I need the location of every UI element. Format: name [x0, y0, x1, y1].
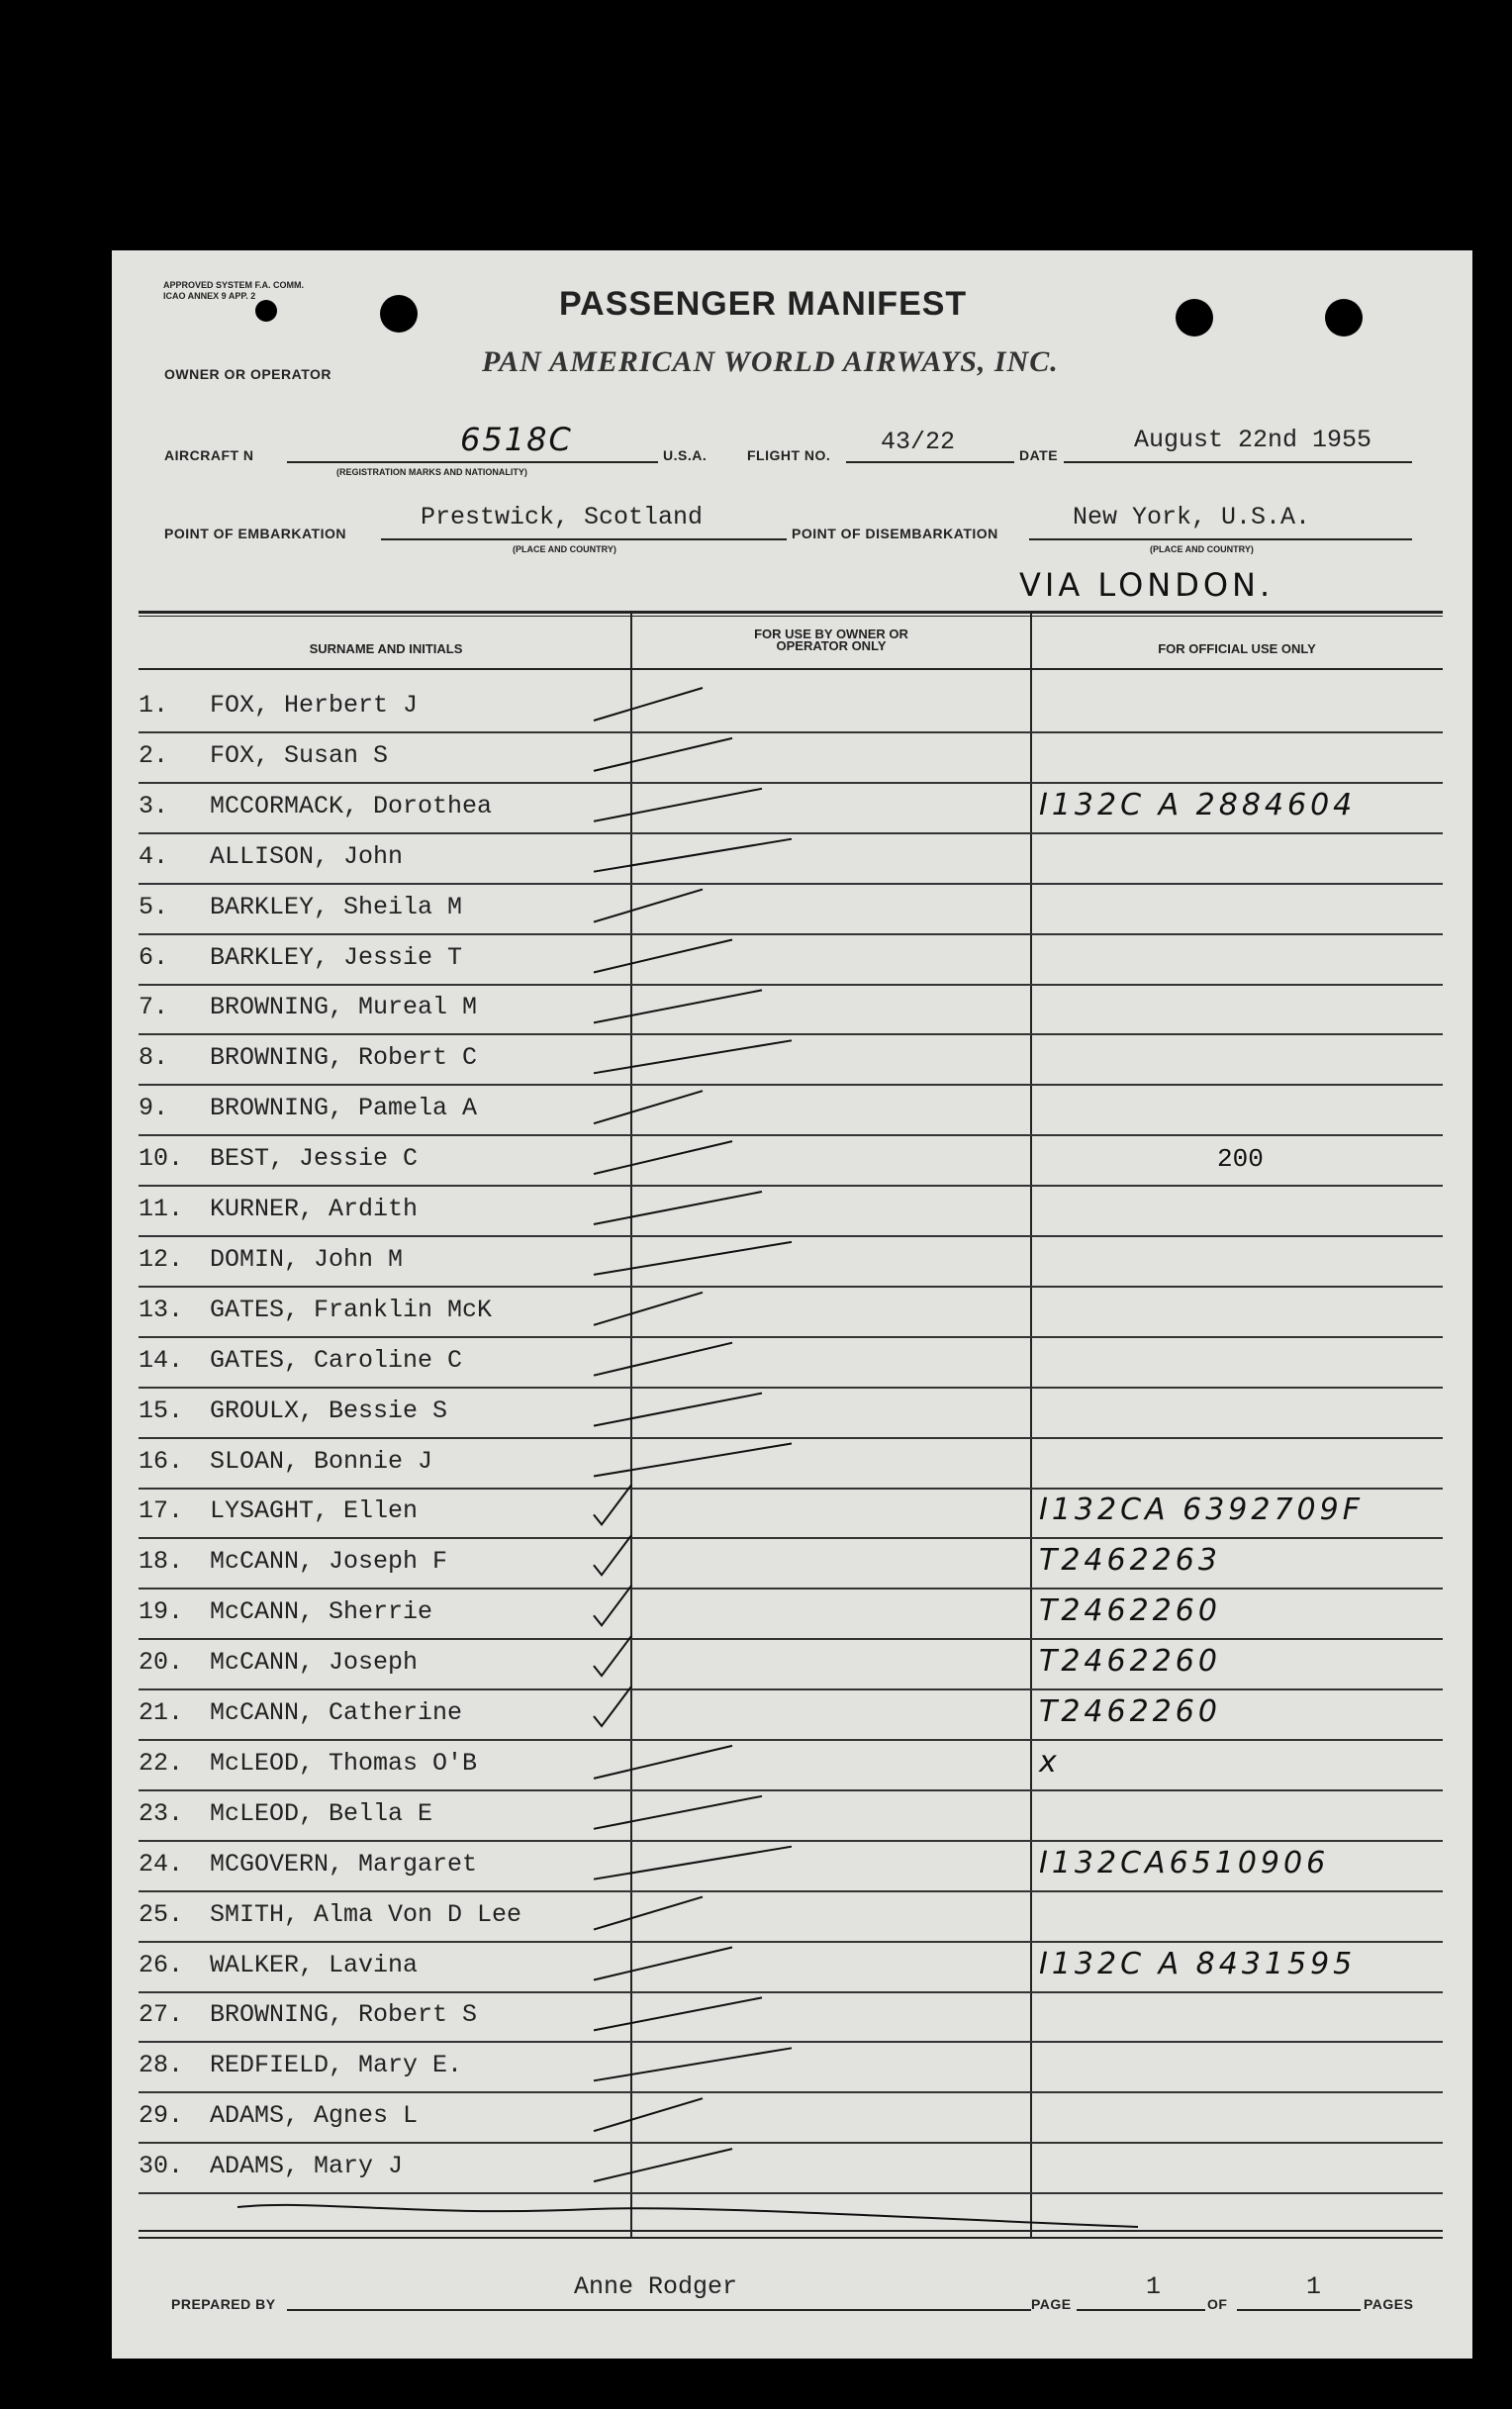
official-entry: T2462260: [1039, 1644, 1221, 1680]
passenger-name: BEST, Jessie C: [210, 1144, 419, 1174]
official-entry: I132C A 8431595: [1039, 1946, 1357, 1981]
row-number: 1.: [139, 691, 169, 720]
table-row: [139, 2144, 1445, 2194]
official-entry: I132CA 6392709F: [1039, 1493, 1364, 1528]
passenger-name: LYSAGHT, Ellen: [210, 1496, 419, 1526]
passenger-name: DOMIN, John M: [210, 1244, 404, 1274]
passenger-name: SLOAN, Bonnie J: [210, 1446, 433, 1476]
pages-label: PAGES: [1364, 2296, 1414, 2312]
header-bottom-rule: [139, 668, 1443, 670]
row-number: 3.: [139, 791, 169, 820]
row-number: 13.: [139, 1295, 184, 1324]
row-number: 12.: [139, 1244, 184, 1274]
disembark-caption: (PLACE AND COUNTRY): [1150, 544, 1254, 554]
row-number: 8.: [139, 1043, 169, 1073]
passenger-name: ALLISON, John: [210, 841, 404, 871]
row-number: 14.: [139, 1345, 184, 1375]
table-row: [139, 1187, 1445, 1237]
row-number: 6.: [139, 942, 169, 972]
aircraft-value: 6518C: [460, 421, 573, 458]
passenger-name: ADAMS, Agnes L: [210, 2101, 419, 2131]
row-number: 29.: [139, 2101, 184, 2131]
passenger-name: ADAMS, Mary J: [210, 2152, 404, 2181]
table-row: [139, 1892, 1445, 1943]
flight-underline: [846, 461, 1014, 463]
row-number: 18.: [139, 1547, 184, 1577]
col-header-owner: FOR USE BY OWNER OR OPERATOR ONLY: [754, 626, 908, 653]
table-row: [139, 1943, 1445, 1993]
disembark-value: New York, U.S.A.: [1073, 503, 1311, 531]
table-row: [139, 1590, 1445, 1640]
passenger-name: WALKER, Lavina: [210, 1950, 419, 1979]
table-row: [139, 1640, 1445, 1690]
row-number: 22.: [139, 1748, 184, 1778]
row-number: 20.: [139, 1648, 184, 1678]
table-row: [139, 2093, 1445, 2144]
row-number: 26.: [139, 1950, 184, 1979]
table-row: [139, 1338, 1445, 1389]
table-row: [139, 935, 1445, 986]
official-entry: T2462260: [1039, 1694, 1221, 1729]
passenger-name: BROWNING, Mureal M: [210, 993, 478, 1022]
table-bottom-rule: [139, 2230, 1443, 2232]
usa-label: U.S.A.: [663, 447, 708, 463]
passenger-name: FOX, Herbert J: [210, 691, 419, 720]
official-entry: T2462260: [1039, 1593, 1221, 1629]
table-row: [139, 1086, 1445, 1136]
row-number: 16.: [139, 1446, 184, 1476]
row-number: 19.: [139, 1597, 184, 1627]
passenger-name: GROULX, Bessie S: [210, 1396, 448, 1425]
table-row: [139, 1539, 1445, 1590]
passenger-name: FOX, Susan S: [210, 740, 389, 770]
table-row: [139, 834, 1445, 885]
passenger-name: GATES, Franklin McK: [210, 1295, 493, 1324]
row-number: 5.: [139, 892, 169, 921]
col-header-surname: SURNAME AND INITIALS: [309, 641, 463, 656]
owner-label: OWNER OR OPERATOR: [164, 366, 331, 382]
table-row: [139, 784, 1445, 834]
passenger-name: KURNER, Ardith: [210, 1195, 419, 1223]
prepared-underline: [287, 2309, 1031, 2311]
table-row: [139, 683, 1445, 733]
embark-underline: [381, 538, 787, 540]
embark-value: Prestwick, Scotland: [421, 503, 704, 531]
flight-value: 43/22: [881, 428, 956, 456]
table-row: [139, 885, 1445, 935]
row-number: 17.: [139, 1496, 184, 1526]
table-top-rule: [139, 611, 1443, 614]
passenger-name: McLEOD, Thomas O'B: [210, 1748, 478, 1778]
of-value: 1: [1306, 2272, 1322, 2301]
row-number: 30.: [139, 2152, 184, 2181]
registration-caption: (REGISTRATION MARKS AND NATIONALITY): [336, 467, 527, 477]
passenger-name: REDFIELD, Mary E.: [210, 2051, 463, 2080]
row-number: 25.: [139, 1899, 184, 1929]
table-top-rule-2: [139, 616, 1443, 617]
page-label: PAGE: [1031, 2296, 1072, 2312]
form-title: PASSENGER MANIFEST: [559, 285, 968, 323]
passenger-name: BROWNING, Pamela A: [210, 1094, 478, 1123]
table-bottom-rule-2: [139, 2237, 1443, 2239]
table-row: [139, 1136, 1445, 1187]
row-rule: [139, 2192, 1443, 2194]
row-number: 7.: [139, 993, 169, 1022]
table-row: [139, 1741, 1445, 1791]
passenger-name: MCCORMACK, Dorothea: [210, 791, 493, 820]
approval-note: APPROVED SYSTEM F.A. COMM. ICAO ANNEX 9 APP. 2: [163, 280, 305, 301]
table-row: [139, 1288, 1445, 1338]
official-entry: 200: [1217, 1144, 1264, 1175]
page-value: 1: [1146, 2272, 1162, 2301]
punch-hole-left: [380, 295, 418, 333]
row-number: 9.: [139, 1094, 169, 1123]
passenger-name: BARKLEY, Sheila M: [210, 892, 463, 921]
official-entry: I132C A 2884604: [1039, 787, 1357, 822]
passenger-name: McCANN, Joseph: [210, 1648, 419, 1678]
punch-hole-right-2: [1325, 299, 1363, 337]
of-underline: [1237, 2309, 1361, 2311]
row-number: 4.: [139, 841, 169, 871]
row-number: 24.: [139, 1849, 184, 1879]
passenger-name: McCANN, Catherine: [210, 1698, 463, 1727]
date-label: DATE: [1019, 447, 1059, 463]
passenger-name: BARKLEY, Jessie T: [210, 942, 463, 972]
official-entry: I132CA6510906: [1039, 1845, 1330, 1880]
row-number: 15.: [139, 1396, 184, 1425]
embark-label: POINT OF EMBARKATION: [164, 526, 346, 541]
row-number: 28.: [139, 2051, 184, 2080]
prepared-value: Anne Rodger: [574, 2272, 738, 2301]
col-header-official: FOR OFFICIAL USE ONLY: [1158, 641, 1316, 656]
row-number: 27.: [139, 2000, 184, 2030]
operator-name: PAN AMERICAN WORLD AIRWAYS, INC.: [482, 345, 1059, 378]
table-row: [139, 1842, 1445, 1892]
via-note: VIA LONDON.: [1019, 566, 1275, 604]
table-row: [139, 2043, 1445, 2093]
passenger-name: GATES, Caroline C: [210, 1345, 463, 1375]
passenger-name: BROWNING, Robert S: [210, 2000, 478, 2030]
row-number: 10.: [139, 1144, 184, 1174]
disembark-underline: [1029, 538, 1412, 540]
passenger-name: McLEOD, Bella E: [210, 1798, 433, 1828]
of-label: OF: [1207, 2296, 1228, 2312]
table-row: [139, 1439, 1445, 1490]
row-number: 23.: [139, 1798, 184, 1828]
table-row: [139, 1992, 1445, 2043]
passenger-name: McCANN, Joseph F: [210, 1547, 448, 1577]
row-number: 11.: [139, 1195, 184, 1223]
official-entry: T2462263: [1039, 1543, 1221, 1579]
punch-hole-right-1: [1176, 299, 1213, 337]
passenger-name: BROWNING, Robert C: [210, 1043, 478, 1073]
row-number: 21.: [139, 1698, 184, 1727]
passenger-name: SMITH, Alma Von D Lee: [210, 1899, 522, 1929]
table-row: [139, 733, 1445, 784]
table-row: [139, 1389, 1445, 1439]
table-row: [139, 1035, 1445, 1086]
page-underline: [1077, 2309, 1205, 2311]
embark-caption: (PLACE AND COUNTRY): [513, 544, 616, 554]
punch-hole-approval: [255, 300, 277, 322]
prepared-label: PREPARED BY: [171, 2296, 276, 2312]
date-underline: [1064, 461, 1412, 463]
aircraft-label: AIRCRAFT N: [164, 447, 254, 463]
passenger-name: MCGOVERN, Margaret: [210, 1849, 478, 1879]
table-row: [139, 1489, 1445, 1539]
row-number: 2.: [139, 740, 169, 770]
flight-label: FLIGHT NO.: [747, 447, 831, 463]
table-row: [139, 985, 1445, 1035]
passenger-name: McCANN, Sherrie: [210, 1597, 433, 1627]
table-row: [139, 1690, 1445, 1741]
table-row: [139, 1237, 1445, 1288]
aircraft-underline: [287, 461, 658, 463]
official-entry: x: [1039, 1744, 1061, 1780]
table-row: [139, 1791, 1445, 1842]
date-value: August 22nd 1955: [1134, 426, 1372, 454]
disembark-label: POINT OF DISEMBARKATION: [792, 526, 998, 541]
